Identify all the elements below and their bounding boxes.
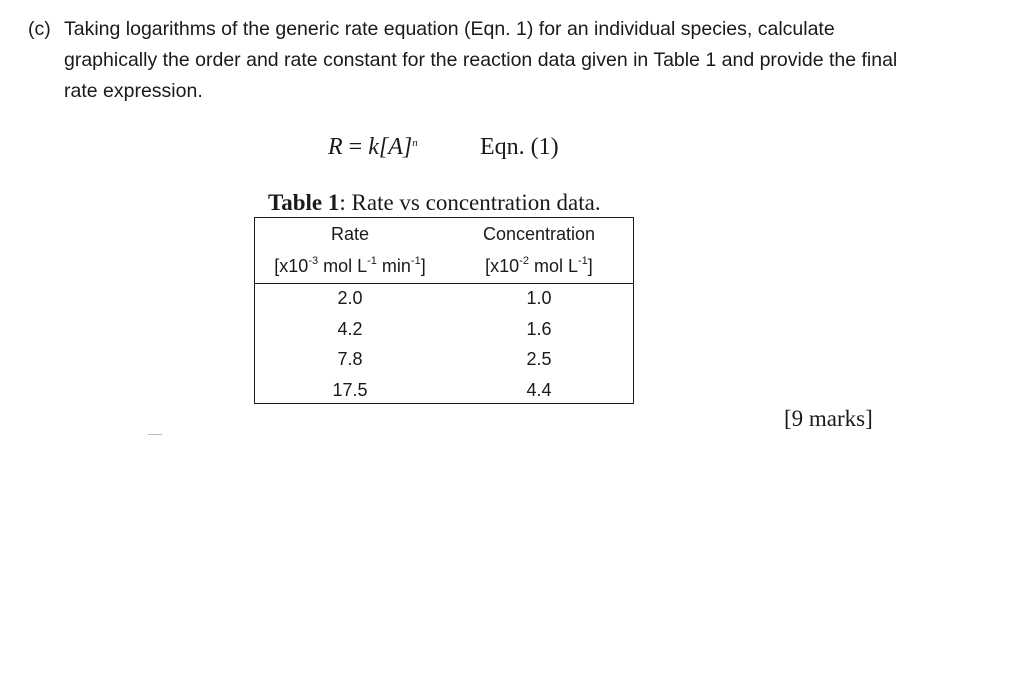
question-c	[28, 14, 908, 107]
concentration-cell: 4.4	[526, 379, 552, 400]
data-table	[254, 217, 634, 404]
header-concentration: Concentration	[482, 224, 596, 244]
equation-exponent: n	[412, 137, 418, 149]
rate-equation	[328, 134, 559, 161]
equation-lhs: R	[328, 134, 343, 160]
table-row	[255, 376, 633, 407]
question-text: Taking logarithms of the generic rate equation (Eqn. 1) for an individual species, calculate graphically the order and rate constant for the reaction data given in Table 1 and provide the final rate expression.	[64, 18, 898, 102]
equation-species: [A]	[378, 134, 413, 160]
header-rate-unit: [$x10^{-3}$ mol $L^{-1}$ $\min^{-1}$]	[274, 255, 426, 276]
equation-k: k	[368, 134, 379, 160]
marks-label: [9 marks]	[784, 406, 873, 431]
header-rate: Rate	[330, 224, 370, 244]
rate-cell: 4.2	[337, 318, 363, 339]
stray-mark	[148, 434, 162, 435]
rate-cell: 7.8	[337, 349, 363, 369]
question-label: (c)	[28, 18, 51, 40]
table-caption-label: Table 1	[268, 190, 340, 215]
rate-cell: 17.5	[332, 379, 368, 400]
concentration-cell: 1.0	[526, 288, 552, 308]
equation-label: Eqn. (1)	[480, 134, 559, 160]
equation-expression	[328, 134, 418, 160]
equation-equals: =	[348, 134, 363, 160]
table-header	[255, 218, 633, 284]
rate-cell: 2.0	[337, 288, 363, 308]
concentration-cell: 2.5	[526, 349, 552, 369]
header-concentration-unit: [$x10^{-2}$ mol $L^{-1}$]	[485, 255, 593, 276]
table-body	[255, 284, 633, 406]
table-row	[255, 345, 633, 376]
table-caption	[268, 190, 601, 216]
concentration-cell: 1.6	[526, 318, 552, 339]
table-caption-text: : Rate vs concentration data.	[339, 190, 601, 215]
table-row	[255, 284, 633, 315]
table-row	[255, 315, 633, 346]
